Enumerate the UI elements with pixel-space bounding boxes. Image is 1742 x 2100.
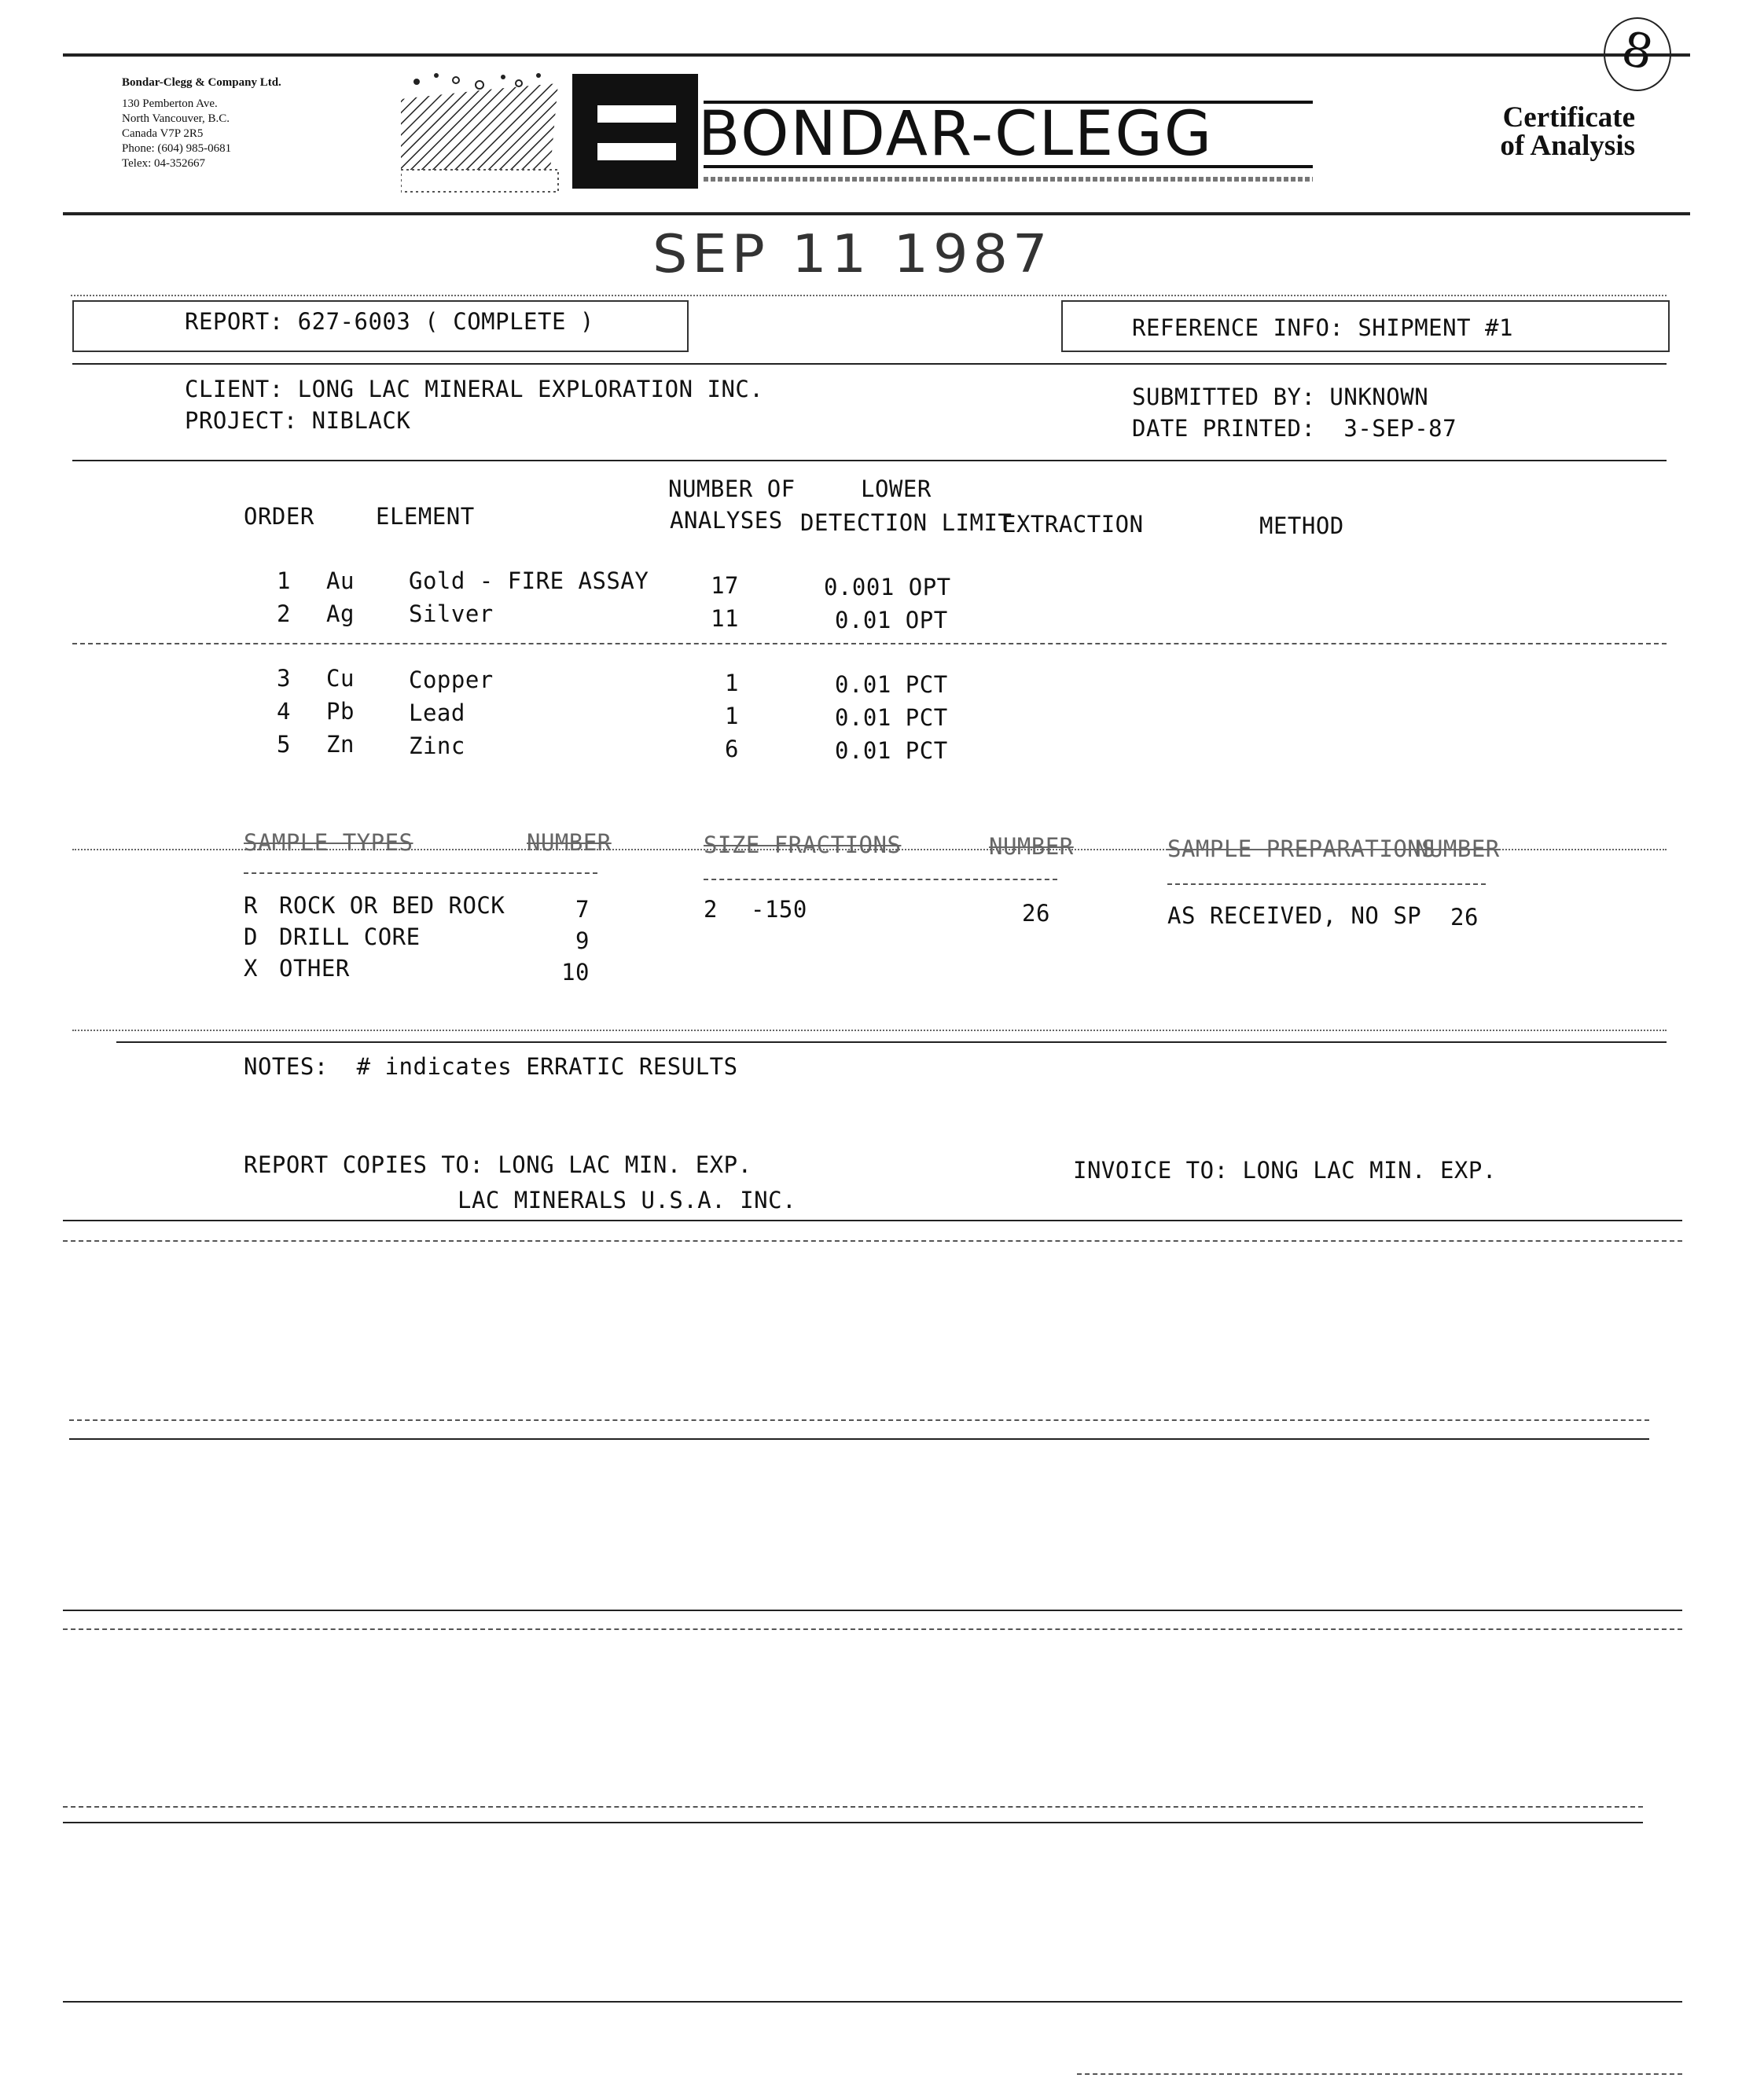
row-order: 4	[277, 698, 291, 725]
divider	[63, 1220, 1682, 1221]
sample-type-code: X	[244, 955, 258, 982]
col-header-analyses-1: NUMBER OF	[668, 475, 796, 502]
divider	[72, 643, 1667, 644]
divider	[116, 1041, 1667, 1043]
row-detection-limit: 0.001 OPT	[824, 574, 951, 600]
divider	[71, 295, 1667, 296]
sample-prep-number: 26	[1450, 904, 1479, 931]
row-symbol: Pb	[326, 698, 355, 725]
col-header-sample-types: SAMPLE TYPES	[244, 829, 413, 856]
page-mark-circle	[1604, 17, 1671, 91]
underline	[1167, 883, 1486, 885]
document-title	[1454, 101, 1635, 162]
underline	[704, 879, 1057, 880]
notes: NOTES: # indicates ERRATIC RESULTS	[244, 1053, 738, 1080]
received-date-stamp: SEP 11 1987	[652, 223, 1053, 285]
date-printed: DATE PRINTED: 3-SEP-87	[1132, 415, 1457, 442]
divider	[63, 1240, 1682, 1242]
sample-type-number: 10	[561, 959, 590, 986]
row-order: 2	[277, 600, 291, 627]
row-analyses-count: 1	[725, 703, 739, 729]
size-fraction-size: -150	[751, 896, 807, 923]
header-top-rule	[63, 53, 1690, 57]
client-name: CLIENT: LONG LAC MINERAL EXPLORATION INC.	[185, 376, 764, 402]
address-line: 130 Pemberton Ave.	[122, 97, 218, 110]
col-header-number-3: NUMBER	[1415, 835, 1500, 862]
submitted-by: SUBMITTED BY: UNKNOWN	[1132, 384, 1429, 410]
col-header-size-fractions: SIZE FRACTIONS	[704, 832, 902, 858]
row-detection-limit: 0.01 OPT	[835, 607, 948, 633]
header-bottom-rule	[63, 212, 1690, 215]
underline	[244, 872, 597, 874]
row-detection-limit: 0.01 PCT	[835, 671, 948, 698]
col-header-analyses-2: ANALYSES	[670, 507, 783, 534]
page-mark: 8	[1617, 20, 1658, 82]
row-symbol: Ag	[326, 600, 355, 627]
address-line: Canada V7P 2R5	[122, 127, 204, 140]
row-analyses-count: 1	[725, 670, 739, 696]
row-analyses-count: 6	[725, 736, 739, 762]
row-symbol: Zn	[326, 731, 355, 758]
row-symbol: Cu	[326, 665, 355, 692]
invoice-to: INVOICE TO: LONG LAC MIN. EXP.	[1073, 1157, 1497, 1184]
divider	[63, 1822, 1643, 1823]
row-analyses-count: 11	[711, 605, 739, 632]
sample-type-code: R	[244, 892, 258, 919]
divider	[1077, 2073, 1682, 2075]
row-element-name: Zinc	[409, 732, 465, 759]
row-detection-limit: 0.01 PCT	[835, 737, 948, 764]
logo-wordmark: BONDAR-CLEGG	[698, 99, 1214, 170]
divider	[72, 1030, 1667, 1031]
divider	[63, 1610, 1682, 1611]
sample-type-label: DRILL CORE	[279, 923, 421, 950]
divider	[69, 1438, 1649, 1440]
report-copies-to: REPORT COPIES TO: LONG LAC MIN. EXP.	[244, 1151, 752, 1178]
row-symbol: Au	[326, 567, 355, 594]
divider	[63, 2001, 1682, 2003]
divider	[63, 1628, 1682, 1630]
col-header-number-2: NUMBER	[989, 833, 1074, 860]
sample-prep-label: AS RECEIVED, NO SP	[1167, 902, 1422, 929]
row-analyses-count: 17	[711, 572, 739, 599]
address-line: Telex: 04-352667	[122, 157, 206, 170]
divider	[72, 363, 1667, 365]
company-address-block	[122, 75, 281, 171]
col-header-number: NUMBER	[527, 829, 612, 856]
company-logo	[401, 68, 1321, 193]
company-name: Bondar-Clegg & Company Ltd.	[122, 76, 281, 89]
col-header-ldl-1: LOWER	[861, 475, 932, 502]
sample-type-code: D	[244, 923, 258, 950]
address-line: North Vancouver, B.C.	[122, 112, 230, 125]
col-header-sample-preparations: SAMPLE PREPARATIONS	[1167, 835, 1436, 862]
size-fraction-number: 26	[1022, 900, 1050, 927]
row-element-name: Copper	[409, 666, 494, 693]
row-detection-limit: 0.01 PCT	[835, 704, 948, 731]
reference-info: REFERENCE INFO: SHIPMENT #1	[1132, 314, 1513, 341]
row-order: 1	[277, 567, 291, 594]
col-header-method: METHOD	[1259, 512, 1344, 539]
sample-type-number: 9	[575, 927, 590, 954]
col-header-order: ORDER	[244, 503, 314, 530]
divider	[72, 460, 1667, 461]
project-name: PROJECT: NIBLACK	[185, 407, 411, 434]
report-number: REPORT: 627-6003 ( COMPLETE )	[185, 308, 594, 335]
col-header-ldl-2: DETECTION LIMIT	[800, 509, 1012, 536]
size-fraction-code: 2	[704, 896, 718, 923]
title-line-1: Certificate	[1502, 101, 1635, 134]
sample-type-label: OTHER	[279, 955, 350, 982]
address-line: Phone: (604) 985-0681	[122, 142, 232, 155]
col-header-extraction: EXTRACTION	[1002, 511, 1144, 538]
col-header-element: ELEMENT	[376, 503, 475, 530]
row-order: 3	[277, 665, 291, 692]
row-element-name: Gold - FIRE ASSAY	[409, 567, 649, 594]
divider	[63, 1806, 1643, 1808]
sample-type-label: ROCK OR BED ROCK	[279, 892, 505, 919]
sample-type-number: 7	[575, 896, 590, 923]
row-element-name: Lead	[409, 699, 465, 726]
row-order: 5	[277, 731, 291, 758]
report-copies-line-2: LAC MINERALS U.S.A. INC.	[458, 1187, 797, 1213]
title-line-2: of Analysis	[1500, 130, 1635, 162]
divider	[69, 1419, 1649, 1421]
row-element-name: Silver	[409, 600, 494, 627]
